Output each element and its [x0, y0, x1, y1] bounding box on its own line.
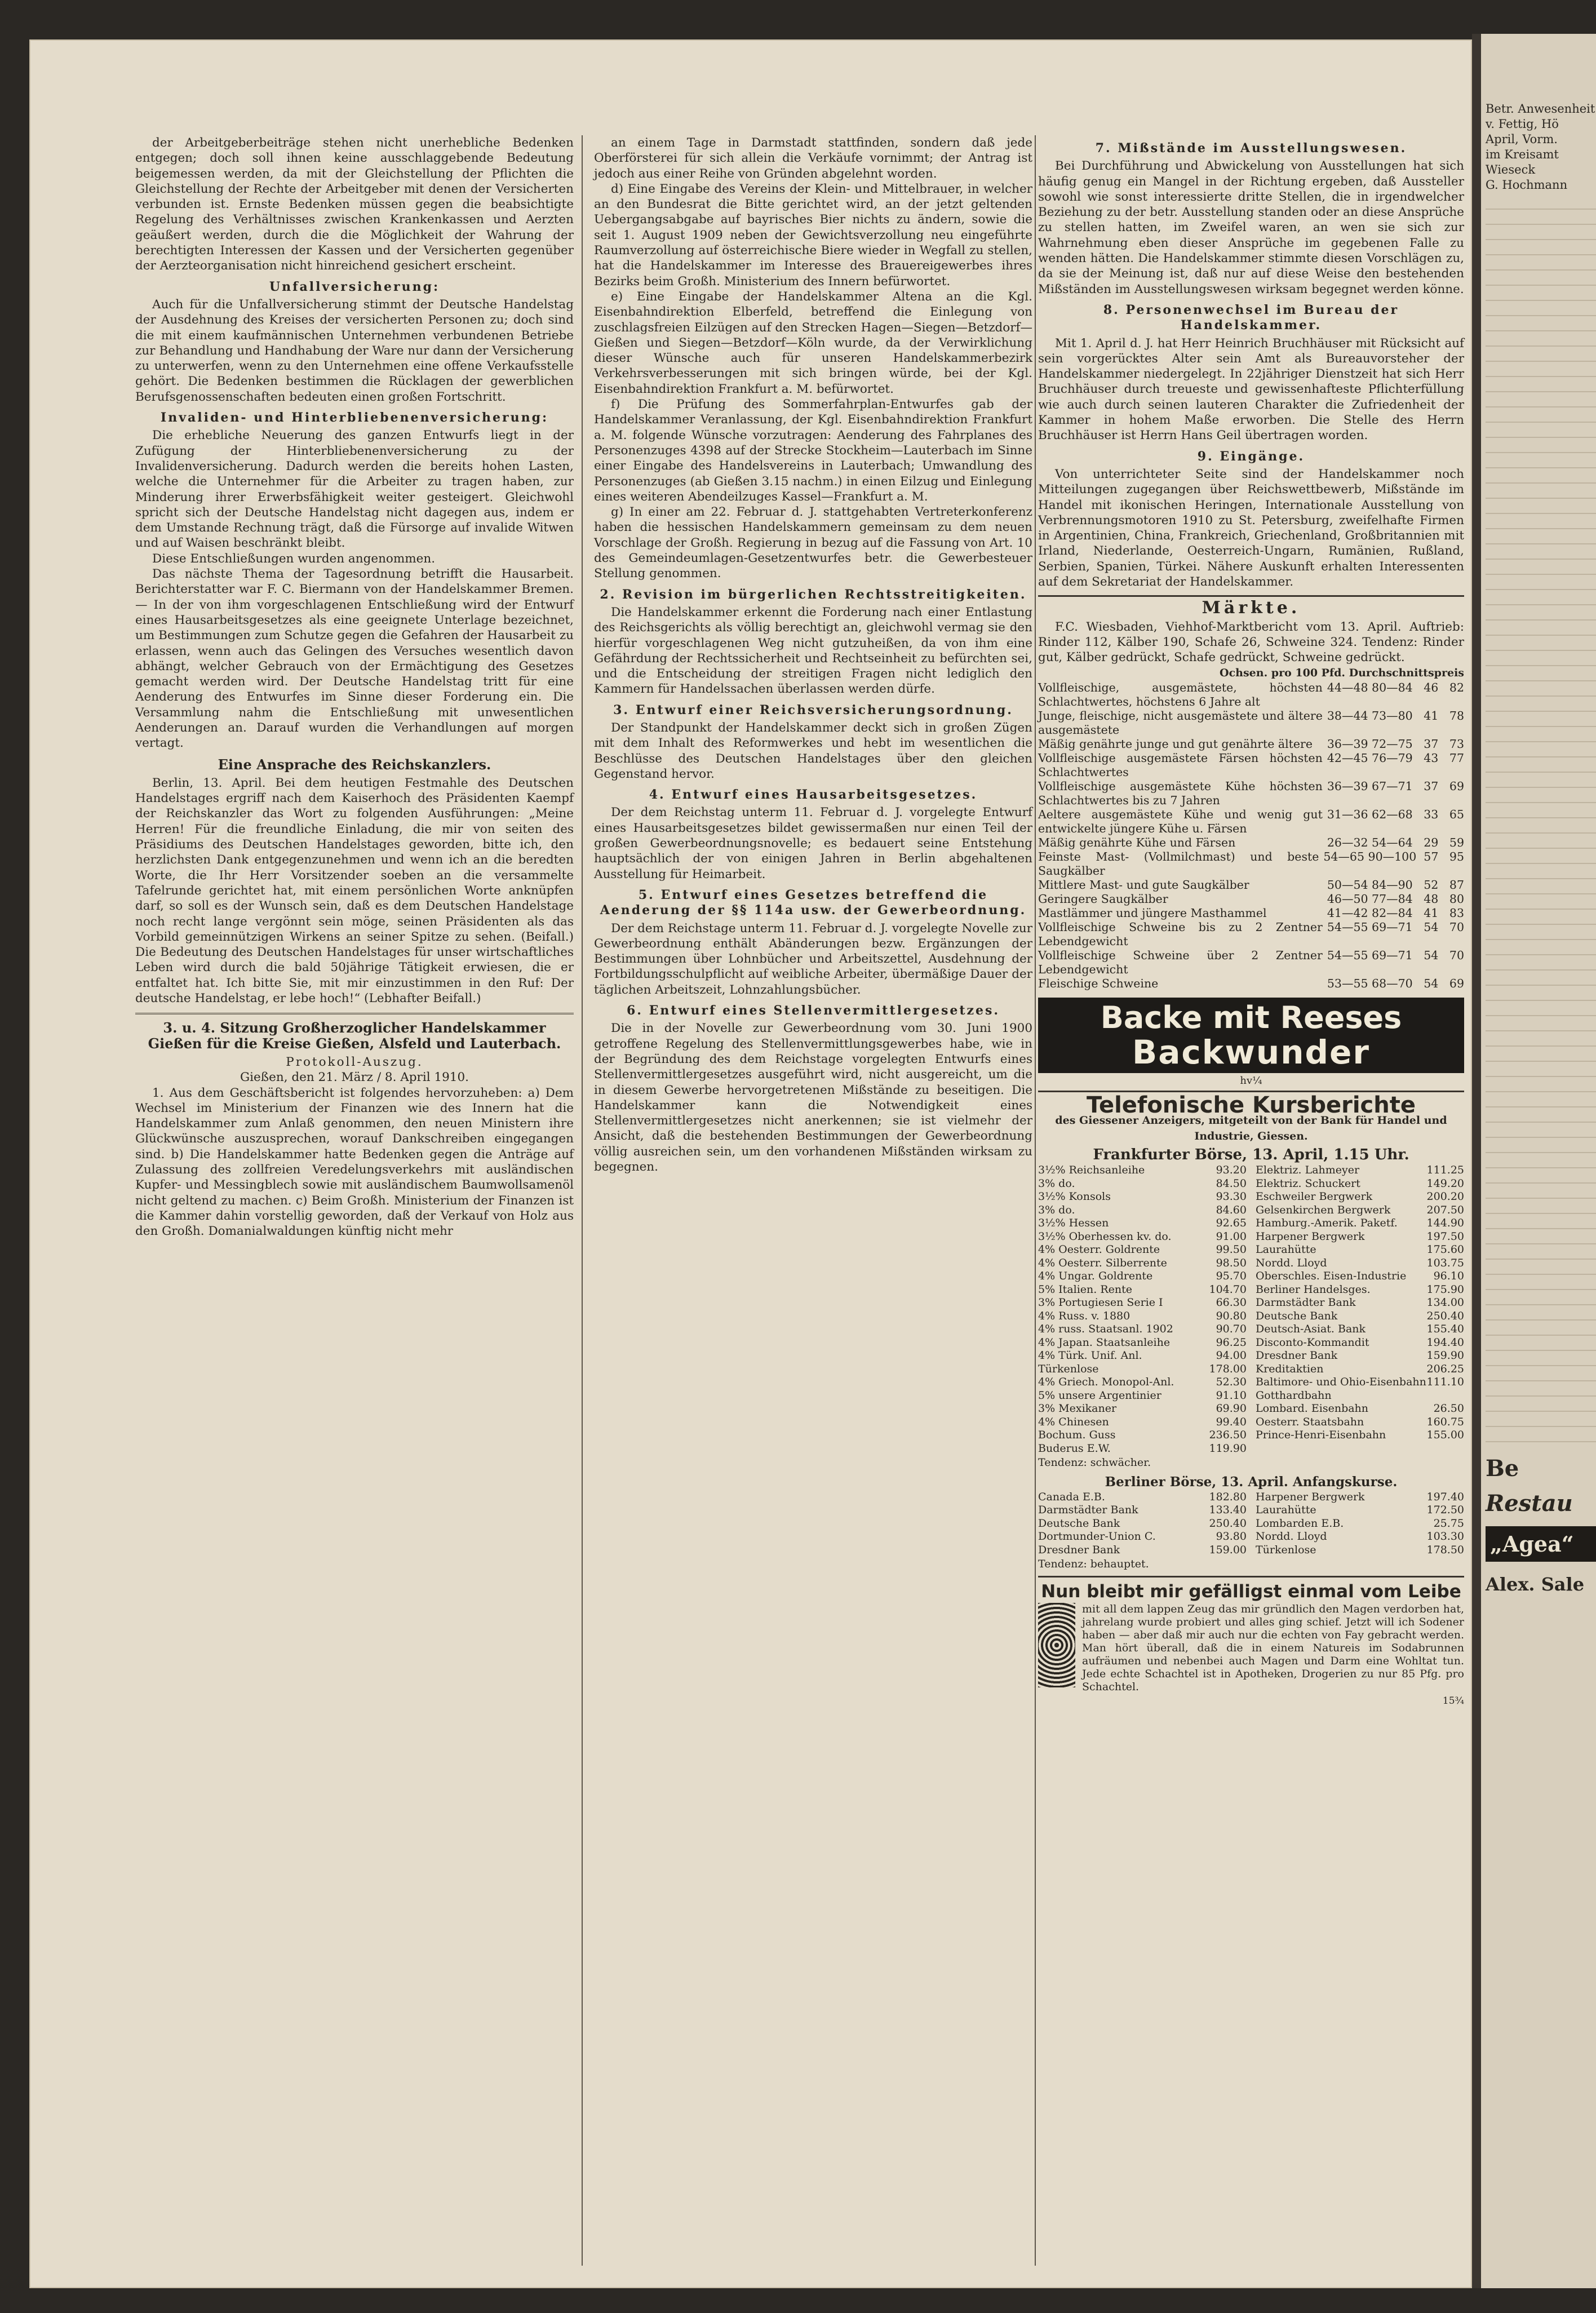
item-d: d) Eine Eingabe des Vereins der Klein- und Mittelbrauer, in welcher an den Bundesrat die Bitte gerichtet wird, an der jetzt geltenden Uebergangsabgabe auf bayrisches Bier nichts zu ändern, sowie die seit 1. August 1909 neben der Gewichtsverzollung neu eingeführte Raumverzollung auf österreichische Biere wieder in Wegfall zu stellen, hat die Handelskammer im Interesse des Brauereigewerbes ihres Bezirks beim Großh. Ministerium des Innern befürwortet. [594, 181, 1032, 289]
quotes-right [1256, 1164, 1464, 1455]
quote-value: 119.90 [1209, 1442, 1247, 1455]
page-fold [1472, 34, 1481, 2288]
market-row [1038, 709, 1464, 737]
market-label: Mittlere Mast- und gute Saugkälber [1038, 878, 1249, 892]
left-column [135, 135, 574, 1239]
quote-value: 236.50 [1209, 1429, 1247, 1442]
middle-intro: an einem Tage in Darmstadt stattfinden, sondern daß jede Oberförsterei für sich allein die Verkäufe vornimmt; der Antrag ist jedoch aus einer Reihe von Gründen abgelehnt worden. [594, 136, 1032, 181]
quote-row [1256, 1491, 1464, 1504]
market-value: 53—55 68—70 54 69 [1327, 976, 1464, 990]
right-column [1038, 135, 1464, 1709]
quote-row [1038, 1310, 1247, 1323]
quote-value: 52.30 [1216, 1376, 1247, 1389]
entwurf6-heading: 6. Entwurf eines Stellenvermittlergesetzes. [626, 1003, 1000, 1018]
column-rule [582, 135, 583, 2266]
kurs-title: Telefonische Kursberichte [1086, 1092, 1416, 1119]
item-f: f) Die Prüfung des Sommerfahrplan-Entwurfes gab der Handelskammer Veranlassung, der Kgl. Eisenbahndirektion Frankfurt a. M. folgende Wünsche vorzutragen: Aenderung des Fahrplanes des Personenzuges 4398 auf der Strecke Stockheim—Lauterbach im Sinne einer Eingabe des Handelsvereins in Lauterbach; Umwandlung des Personenzuges (ab Gießen 3.15 nachm.) in einen Eilzug und Einlegung eines weiteren Abendeilzuges Kassel—Frankfurt a. M. [594, 397, 1032, 504]
reese-ad-mark: hv¼ [1240, 1074, 1262, 1087]
quote-name: Harpener Bergwerk [1256, 1490, 1365, 1503]
invaliden-heading: Invaliden- und Hinterbliebenenversicherung: [160, 410, 549, 426]
eingaenge-heading: 9. Eingänge. [1197, 449, 1305, 464]
quote-row [1038, 1416, 1247, 1429]
quote-value: 197.50 [1426, 1230, 1464, 1243]
quote-name: Harpener Bergwerk [1256, 1230, 1365, 1243]
market-value: 41—42 82—84 41 83 [1327, 906, 1464, 920]
quote-name: 3½% Hessen [1038, 1217, 1109, 1230]
market-value: 54—65 90—100 57 95 [1323, 849, 1464, 863]
quote-name: 4% Türk. Unif. Anl. [1038, 1349, 1142, 1362]
market-label: Junge, fleischige, nicht ausgemästete und ältere ausgemästete [1038, 708, 1323, 737]
leibe-ad-mark: 15¾ [1442, 1695, 1464, 1707]
quote-value: 90.80 [1216, 1309, 1247, 1322]
quote-value: 159.90 [1426, 1349, 1464, 1362]
market-value: 31—36 62—68 33 65 [1327, 807, 1464, 821]
kurs-subtitle: des Giessener Anzeigers, mitgeteilt von der Bank für Handel und Industrie, Giessen. [1055, 1114, 1447, 1142]
quote-value: 69.90 [1216, 1402, 1247, 1415]
quote-row [1038, 1491, 1247, 1504]
quote-name: 3½% Reichsanleihe [1038, 1164, 1145, 1177]
market-value: 26—32 54—64 29 59 [1327, 835, 1464, 849]
quote-value: 95.70 [1216, 1270, 1247, 1283]
quotes-left [1038, 1164, 1247, 1455]
quote-value: 206.25 [1426, 1362, 1464, 1375]
market-label: Aeltere ausgemästete Kühe und wenig gut entwickelte jüngere Kühe u. Färsen [1038, 807, 1323, 835]
quote-row [1038, 1283, 1247, 1297]
quote-value: 250.40 [1209, 1517, 1247, 1530]
quote-name: 4% Japan. Staatsanleihe [1038, 1336, 1171, 1349]
quote-row [1256, 1190, 1464, 1204]
quote-name: Canada E.B. [1038, 1490, 1105, 1503]
quote-name: Kreditaktien [1256, 1362, 1324, 1375]
berlin-left [1038, 1491, 1247, 1557]
markets-intro: F.C. Wiesbaden, Viehhof-Marktbericht vom 13. April. Auftrieb: Rinder 112, Kälber 190, Schafe 26, Schweine 324. Tendenz: Rinder gut, Kälber gedrückt, Schafe gedrückt, Schweine gedrückt. [1038, 619, 1464, 665]
quote-row [1038, 1336, 1247, 1350]
adjacent-page [1472, 34, 1596, 2288]
quote-name: Disconto-Kommandit [1256, 1336, 1369, 1349]
leibe-ad-text: mit all dem lappen Zeug das mir gründlich den Magen verdorben hat, jahrelang wurde probiert und alles ging schief. Jetzt will ich Sodener haben — aber daß mir auch nur die echten von Fay gebracht werden. Man hört überall, daß die in einem Natureis im Sodabrunnen aufräumen und nebenbei auch Magen und Darm eine Wohltat tun. Jede echte Schachtel ist in Apotheken, Drogerien zu nur 85 Pfg. pro Schachtel. [1082, 1602, 1464, 1693]
tendenz-berlin: Tendenz: behauptet. [1038, 1558, 1149, 1571]
quote-row [1256, 1530, 1464, 1544]
quote-name: Baltimore- und Ohio-Eisenbahn [1256, 1376, 1426, 1389]
market-label: Feinste Mast- (Vollmilchmast) und beste Saugkälber [1038, 849, 1319, 878]
quote-row [1256, 1283, 1464, 1297]
berlin-right [1256, 1491, 1464, 1557]
quote-name: Oesterr. Staatsbahn [1256, 1415, 1364, 1428]
quote-row [1038, 1504, 1247, 1517]
quote-row [1038, 1190, 1247, 1204]
quote-row [1256, 1204, 1464, 1217]
left-intro: der Arbeitgeberbeiträge stehen nicht unerhebliche Bedenken entgegen; doch soll ihnen keine ausschlaggebende Bedeutung beigemessen werden, da mit der Gleichstellung der Pflichten die Gleichstellung der Rechte der Arbeitgeber mit denen der Versicherten verbunden ist. Ernste Bedenken müssen gegen die beabsichtigte Regelung des Verhältnisses zwischen Krankenkassen und Aerzten geäußert werden, durch die die Möglichkeit der Wahrung der berechtigten Interessen der Kassen und der Versicherten gegenüber der Aerzteorganisation nicht hinreichend gesichert erscheint. [135, 136, 574, 273]
market-value: 36—39 67—71 37 69 [1327, 779, 1464, 793]
quote-row [1038, 1544, 1247, 1557]
quote-row [1256, 1310, 1464, 1323]
adjacent-line: Betr. Anwesenheit [1486, 102, 1595, 116]
quote-name: Deutsche Bank [1038, 1517, 1120, 1530]
quote-row [1038, 1442, 1247, 1456]
entwurf5-heading: 5. Entwurf eines Gesetzes betreffend die Aenderung der §§ 114a usw. der Gewerbeordnung. [600, 887, 1027, 918]
quote-row [1038, 1323, 1247, 1336]
quote-name: 4% Oesterr. Goldrente [1038, 1243, 1160, 1256]
quote-value: 160.75 [1426, 1415, 1464, 1428]
quote-value: 155.00 [1426, 1429, 1464, 1442]
quote-name: Gotthardbahn [1256, 1389, 1332, 1402]
market-row [1038, 892, 1464, 906]
quote-row [1038, 1164, 1247, 1177]
markets-title: Märkte. [1202, 598, 1301, 618]
quote-row [1256, 1517, 1464, 1531]
quote-value: 92.65 [1216, 1217, 1247, 1230]
quote-name: Berliner Handelsges. [1256, 1283, 1371, 1296]
berlin-quotes [1038, 1491, 1464, 1557]
quote-name: Oberschles. Eisen-Industrie [1256, 1270, 1407, 1283]
adjacent-line: v. Fettig, Hö [1486, 117, 1559, 131]
market-value: 42—45 76—79 43 77 [1327, 751, 1464, 765]
markets-divider [1038, 595, 1464, 597]
quote-row [1256, 1376, 1464, 1389]
quote-row [1256, 1349, 1464, 1363]
quote-name: 3% do. [1038, 1177, 1075, 1190]
leibe-ad-title: Nun bleibt mir gefälligst einmal vom Leibe [1041, 1581, 1461, 1602]
quote-name: 3½% Oberhessen kv. do. [1038, 1230, 1172, 1243]
revision-heading: 2. Revision im bürgerlichen Rechtsstreitigkeiten. [600, 587, 1027, 602]
kanzler-text: Berlin, 13. April. Bei dem heutigen Festmahle des Deutschen Handelstages ergriff nach dem Kaiserhoch des Präsidenten Kaempf der Reichskanzler das Wort zu folgenden Ausführungen: „Meine Herren! Für die freundliche Einladung, die mir von seiten des Präsidiums des Deutschen Handelstages geworden, bitte ich, den herzlichsten Dank entgegenzunehmen und wenn ich an die beredten Worte, die Ihr Herr Vorsitzender soeben an die versammelte Tafelrunde gerichtet hat, mit einem persönlichen Worte anknüpfen darf, so soll es der Wunsch sein, daß es dem Deutschen Handelstage noch recht lange vergönnt sein möge, seinen Präsidenten als das Vorbild gemeinnützigen Wirkens an seiner Spitze zu sehen. (Beifall.) Die Bedeutung des Deutschen Handelstages für unser wirtschaftliches Leben wird durch die bald 50jährige Tätigkeit erwiesen, die er entfaltet hat. Ich bitte Sie, mit mir einzustimmen in den Ruf: Der deutsche Handelstag, er lebe hoch!“ (Lebhafter Beifall.) [135, 776, 574, 1006]
quote-row [1256, 1177, 1464, 1191]
invaliden-text: Die erhebliche Neuerung des ganzen Entwurfs liegt in der Zufügung der Hinterbliebenenversicherung zu der Invalidenversicherung. Dadurch werden die bereits hohen Lasten, welche die Unternehmer für die Arbeiter zu tragen haben, zur Minderung ihrer Erwerbsfähigkeit weiter gesteigert. Gleichwohl spricht sich der Deutsche Handelstag nicht dagegen aus, indem er dem Umstande Rechnung trägt, daß die Fürsorge auf invalide Witwen und auf Waisen beschränkt bleibt. [135, 428, 574, 551]
quote-name: 4% Russ. v. 1880 [1038, 1309, 1130, 1322]
missstaende-text: Bei Durchführung und Abwickelung von Ausstellungen hat sich häufig genug ein Mangel in der Richtung ergeben, daß Aussteller sowohl wie sonst interessierte dritte Stellen, die in irgendwelcher Beziehung zu der betr. Ausstellung standen oder an diese Ansprüche zu stellen hatten, im Zweifel waren, an wen sie sich zur Wahrnehmung eben dieser Ansprüche im gegebenen Falle zu wenden hätten. Die Handelskammer stimmte diesen Vorschlägen zu, da sie der Meinung ist, daß nur auf diese Weise den bestehenden Mißständen im Ausstellungswesen wirksam begegnet werden könne. [1038, 159, 1464, 296]
market-label: Vollfleischige ausgemästete Kühe höchsten Schlachtwertes bis zu 7 Jahren [1038, 779, 1323, 807]
reese-ad [1038, 998, 1464, 1073]
sitzung-date: Gießen, den 21. März / 8. April 1910. [240, 1070, 469, 1085]
market-label: Geringere Saugkälber [1038, 892, 1168, 906]
adjacent-line: im Kreisamt [1486, 148, 1559, 161]
quote-value: 104.70 [1209, 1283, 1247, 1296]
quote-name: Hamburg.-Amerik. Paketf. [1256, 1217, 1398, 1230]
market-label: Mäßig genährte junge und gut genährte ältere [1038, 737, 1313, 751]
leibe-divider [1038, 1576, 1464, 1578]
quote-row [1038, 1204, 1247, 1217]
quote-row [1038, 1243, 1247, 1257]
quote-row [1256, 1257, 1464, 1270]
quote-name: 4% Chinesen [1038, 1415, 1109, 1428]
quote-value: 84.50 [1216, 1177, 1247, 1190]
quote-value: 175.60 [1426, 1243, 1464, 1256]
quote-row [1256, 1164, 1464, 1177]
quote-row [1038, 1217, 1247, 1230]
entwurf5-text: Der dem Reichstage unterm 11. Februar d. J. vorgelegte Novelle zur Gewerbeordnung enthält Abänderungen bezw. Ergänzungen der Bestimmungen über Lohnbücher und Arbeitszettel, Ausdehnung der Fortbildungsschulpflicht auf weibliche Arbeiter, übermäßige Dauer der täglichen Arbeitszeit, Lohnzahlungsbücher. [594, 921, 1032, 997]
quote-value: 250.40 [1426, 1309, 1464, 1322]
market-value: 38—44 73—80 41 78 [1327, 708, 1464, 723]
quote-name: 3½% Konsols [1038, 1190, 1111, 1203]
quote-name: 3% Mexikaner [1038, 1402, 1117, 1415]
adjacent-heading: Be [1486, 1455, 1519, 1482]
quote-value: 93.30 [1216, 1190, 1247, 1203]
item-e: e) Eine Eingabe der Handelskammer Altena an die Kgl. Eisenbahndirektion Elberfeld, betreffend die Einlegung von zuschlagsfreien Eilzügen auf den Strecken Hagen—Siegen—Betzdorf—Gießen und Siegen—Betzdorf—Köln wurde, da der Verwirklichung dieser Wünsche auch für unseren Handelskammerbezirk Verkehrsverbesserungen mit sich bringen würde, bei der Kgl. Eisenbahndirektion Frankfurt a. M. befürwortet. [594, 289, 1032, 396]
item-g: g) In einer am 22. Februar d. J. stattgehabten Vertreterkonferenz haben die hessischen Handelskammern gemeinsam zu dem neuen Vorschlage der Großh. Regierung in bezug auf die Fassung von Art. 10 des Gemeindeumlagen-Gesetzentwurfes betr. die Gewerbesteuer Stellung genommen. [594, 505, 1032, 581]
market-label: Fleischige Schweine [1038, 976, 1159, 990]
quote-name: Laurahütte [1256, 1504, 1316, 1517]
quote-value: 98.50 [1216, 1256, 1247, 1269]
market-label: Mastlämmer und jüngere Masthammel [1038, 906, 1267, 920]
market-label: Vollfleischige Schweine bis zu 2 Zentner Lebendgewicht [1038, 920, 1323, 948]
market-value: 54—55 69—71 54 70 [1327, 948, 1464, 962]
quote-name: 4% Ungar. Goldrente [1038, 1270, 1153, 1283]
quote-value: 133.40 [1209, 1504, 1247, 1517]
quote-row [1038, 1257, 1247, 1270]
quote-name: 4% russ. Staatsanl. 1902 [1038, 1323, 1173, 1336]
protokoll-label: Protokoll-Auszug. [286, 1054, 423, 1069]
market-row [1038, 920, 1464, 949]
quote-value: 111.10 [1426, 1376, 1464, 1389]
adjacent-line: Wieseck [1486, 163, 1536, 176]
quote-row [1256, 1429, 1464, 1442]
sitzung-heading: 3. u. 4. Sitzung Großherzoglicher Handelskammer Gießen für die Kreise Gießen, Alsfeld und Lauterbach. [148, 1020, 561, 1052]
adjacent-line: April, Vorm. [1486, 132, 1558, 146]
quote-row [1038, 1429, 1247, 1442]
quote-row [1038, 1530, 1247, 1544]
quote-value: 26.50 [1433, 1402, 1464, 1415]
quote-name: Elektriz. Schuckert [1256, 1177, 1360, 1190]
quote-row [1256, 1217, 1464, 1230]
quote-name: 5% unsere Argentinier [1038, 1389, 1161, 1402]
quote-row [1038, 1270, 1247, 1283]
quote-name: Dortmunder-Union C. [1038, 1530, 1156, 1543]
reese-ad-line2: Backwunder [1132, 1033, 1370, 1071]
spiral-ornament-icon [1038, 1603, 1075, 1687]
adjacent-line: G. Hochmann [1486, 178, 1568, 192]
quote-value: 99.50 [1216, 1243, 1247, 1256]
quote-row [1256, 1243, 1464, 1257]
market-row [1038, 906, 1464, 920]
quote-name: Elektriz. Lahmeyer [1256, 1164, 1360, 1177]
quote-name: Deutsche Bank [1256, 1309, 1338, 1322]
quote-row [1038, 1177, 1247, 1191]
entwurf3-heading: 3. Entwurf einer Reichsversicherungsordnung. [613, 702, 1013, 717]
quote-value: 93.20 [1216, 1164, 1247, 1177]
quote-name: 4% Griech. Monopol-Anl. [1038, 1376, 1174, 1389]
market-row [1038, 751, 1464, 779]
personen-heading: 8. Personenwechsel im Bureau der Handelskammer. [1103, 302, 1399, 333]
market-row [1038, 737, 1464, 751]
quote-value: 200.20 [1426, 1190, 1464, 1203]
quote-name: Türkenlose [1256, 1543, 1316, 1556]
market-row [1038, 779, 1464, 808]
quote-value: 144.90 [1426, 1217, 1464, 1230]
quote-value: 175.90 [1426, 1283, 1464, 1296]
quote-value: 155.40 [1426, 1323, 1464, 1336]
quote-name: Dresdner Bank [1038, 1543, 1120, 1556]
revision-text: Die Handelskammer erkennt die Forderung nach einer Entlastung des Reichsgerichts als völlig berechtigt an, gleichwohl vermag sie den hierfür vorgeschlagenen Weg nicht gutzuheißen, da von ihm eine Gefährdung der Rechtssicherheit und Rechtseinheit zu befürchten sei, und die Entscheidung der streitigen Fragen nicht lediglich den Kammern für Handelssachen überlassen werden dürfe. [594, 605, 1032, 697]
quote-name: Buderus E.W. [1038, 1442, 1111, 1455]
adjacent-heading: „Agea“ [1486, 1526, 1596, 1562]
kanzler-heading: Eine Ansprache des Reichskanzlers. [218, 756, 491, 773]
unfall-heading: Unfallversicherung: [269, 279, 440, 294]
quote-value: 178.00 [1209, 1362, 1247, 1375]
quote-row [1038, 1389, 1247, 1403]
quote-row [1256, 1323, 1464, 1336]
quote-name: Laurahütte [1256, 1243, 1316, 1256]
entwurf4-heading: 4. Entwurf eines Hausarbeitsgesetzes. [649, 787, 978, 803]
middle-column [594, 135, 1032, 1175]
market-value: 54—55 69—71 54 70 [1327, 920, 1464, 934]
quote-row [1038, 1376, 1247, 1389]
quote-row [1256, 1389, 1464, 1403]
quote-row [1256, 1336, 1464, 1350]
quote-name: Deutsch-Asiat. Bank [1256, 1323, 1366, 1336]
quote-value: 103.30 [1426, 1530, 1464, 1543]
quote-row [1256, 1230, 1464, 1244]
quote-value: 194.40 [1426, 1336, 1464, 1349]
quote-row [1038, 1517, 1247, 1531]
quote-row [1256, 1416, 1464, 1429]
quote-value: 182.80 [1209, 1490, 1247, 1503]
quote-row [1256, 1504, 1464, 1517]
quote-name: 5% Italien. Rente [1038, 1283, 1133, 1296]
quote-value: 111.25 [1426, 1164, 1464, 1177]
market-row [1038, 808, 1464, 836]
missstaende-heading: 7. Mißstände im Ausstellungswesen. [1095, 141, 1407, 156]
personen-text: Mit 1. April d. J. hat Herr Heinrich Bruchhäuser mit Rücksicht auf sein vorgerücktes Alter sein Amt als Bureauvorsteher der Handelskammer niedergelegt. In 22jähriger Dienstzeit hat sich Herr Bruchhäuser durch treueste und gewissenhafteste Pflichterfüllung wie auch durch seinen lauteren Charakter die Zufriedenheit der Kammer in hohem Maße erworben. Die Stelle des Herrn Bruchhäuser ist Herrn Hans Geil übertragen worden. [1038, 336, 1464, 443]
frankfurt-title: Frankfurter Börse, 13. April, 1.15 Uhr. [1093, 1146, 1409, 1163]
quote-value: 91.10 [1216, 1389, 1247, 1402]
quote-value: 207.50 [1426, 1203, 1464, 1216]
market-row [1038, 681, 1464, 709]
berlin-title: Berliner Börse, 13. April. Anfangskurse. [1105, 1474, 1398, 1490]
quote-row [1038, 1349, 1247, 1363]
newspaper-page [29, 39, 1472, 2288]
quote-row [1256, 1544, 1464, 1557]
quote-name: Gelsenkirchen Bergwerk [1256, 1203, 1391, 1216]
quote-name: Lombard. Eisenbahn [1256, 1402, 1369, 1415]
leibe-ad [1038, 1603, 1464, 1694]
market-label: Vollfleischige Schweine über 2 Zentner Lebendgewicht [1038, 948, 1323, 976]
quote-name: Darmstädter Bank [1256, 1296, 1356, 1309]
quote-value: 103.75 [1426, 1256, 1464, 1269]
market-row [1038, 836, 1464, 850]
market-value: 44—48 80—84 46 82 [1327, 680, 1464, 694]
quote-value: 91.00 [1216, 1230, 1247, 1243]
market-label: Mäßig genährte Kühe und Färsen [1038, 835, 1236, 849]
quote-name: Dresdner Bank [1256, 1349, 1338, 1362]
adjacent-heading: Alex. Sale [1486, 1574, 1585, 1595]
quote-value: 99.40 [1216, 1415, 1247, 1428]
market-table [1038, 681, 1464, 991]
quote-row [1256, 1402, 1464, 1416]
market-row [1038, 977, 1464, 991]
quote-value: 96.10 [1433, 1270, 1464, 1283]
quote-name: Bochum. Guss [1038, 1429, 1116, 1442]
eingaenge-text: Von unterrichteter Seite sind der Handelskammer noch Mitteilungen zugegangen über Reichswettbewerb, Mißstände im Handel mit ikonischen Heringen, Internationale Ausstellung von Verbrennungsmotoren 1910 zu St. Petersburg, zweifelhafte Firmen in Argentinien, China, Frankreich, Griechenland, Großbritannien mit Irland, Niederlande, Oesterreich-Ungarn, Rumänien, Rußland, Serbien, Spanien, Türkei. Nähere Auskunft erhalten Interessenten auf dem Sekretariat der Handelskammer. [1038, 467, 1464, 590]
quote-value: 197.40 [1426, 1490, 1464, 1503]
market-label: Vollfleischige ausgemästete Färsen höchsten Schlachtwertes [1038, 751, 1323, 779]
quote-value: 149.20 [1426, 1177, 1464, 1190]
quote-name: Eschweiler Bergwerk [1256, 1190, 1373, 1203]
section-divider [135, 1013, 574, 1014]
market-row [1038, 850, 1464, 878]
quote-value: 66.30 [1216, 1296, 1247, 1309]
quote-value: 25.75 [1433, 1517, 1464, 1530]
summary-text: Diese Entschließungen wurden angenommen. [152, 551, 436, 566]
entwurf4-text: Der dem Reichstag unterm 11. Februar d. J. vorgelegte Entwurf eines Hausarbeitsgesetzes bildet gewissermaßen nur einen Teil der großen Gewerbeordnungsnovelle; es bedauert seine Entstehung hauptsächlich der von einigen Jahren in Berlin abgehaltenen Ausstellung für Heimarbeit. [594, 805, 1032, 881]
quote-row [1038, 1230, 1247, 1244]
quote-name: Nordd. Lloyd [1256, 1256, 1327, 1269]
market-value: 50—54 84—90 52 87 [1327, 878, 1464, 892]
entwurf3-text: Der Standpunkt der Handelskammer deckt sich in großen Zügen mit dem Inhalt des Reformwerkes und hebt im wesentlichen die Beschlüsse des Deutschen Handelstages über den gleichen Gegenstand hervor. [594, 720, 1032, 781]
quote-name: 3% do. [1038, 1203, 1075, 1216]
frankfurt-quotes [1038, 1164, 1464, 1455]
quote-name: Darmstädter Bank [1038, 1504, 1138, 1517]
adjacent-text [1486, 101, 1596, 1606]
adjacent-heading: Restau [1486, 1490, 1573, 1517]
quote-value: 94.00 [1216, 1349, 1247, 1362]
entwurf6-text: Die in der Novelle zur Gewerbeordnung vom 30. Juni 1900 getroffene Regelung des Stellenvermittlungsgewerbes habe, wie in der Begründung des dem Reichstage vorgelegten Entwurfs eines Stellenvermittlergesetzes ausgeführt wird, nicht ausgereicht, um die in diesem Gewerbe hervorgetretenen Mißstände zu beseitigen. Die Handelskammer kann die Notwendigkeit eines Stellenvermittlergesetzes nicht anerkennen; sie ist vielmehr der Ansicht, daß die bestehenden Bestimmungen der Gewerbeordnung völlig ausreichen sein, um den vorhandenen Mißständen wirksam zu begegnen. [594, 1021, 1032, 1174]
reese-ad-line1: Backe mit Reeses [1100, 999, 1402, 1035]
quote-row [1256, 1363, 1464, 1376]
quote-value: 96.25 [1216, 1336, 1247, 1349]
quote-row [1038, 1363, 1247, 1376]
quote-name: 3% Portugiesen Serie I [1038, 1296, 1163, 1309]
quote-row [1256, 1296, 1464, 1310]
quote-row [1038, 1402, 1247, 1416]
quote-name: Nordd. Lloyd [1256, 1530, 1327, 1543]
market-value: 36—39 72—75 37 73 [1327, 737, 1464, 751]
market-label: Vollfleischige, ausgemästete, höchsten Schlachtwertes, höchstens 6 Jahre alt [1038, 680, 1323, 708]
market-row [1038, 949, 1464, 977]
quote-name: Prince-Henri-Eisenbahn [1256, 1429, 1386, 1442]
market-value: 46—50 77—84 48 80 [1327, 892, 1464, 906]
quote-value: 84.60 [1216, 1203, 1247, 1216]
quote-row [1038, 1296, 1247, 1310]
markets-header: Ochsen. pro 100 Pfd. Durchschnittspreis [1220, 666, 1464, 679]
tendenz-frankfurt: Tendenz: schwächer. [1038, 1456, 1151, 1469]
quote-row [1256, 1270, 1464, 1283]
quote-value: 159.00 [1209, 1543, 1247, 1556]
hausarbeit-text: Das nächste Thema der Tagesordnung betrifft die Hausarbeit. Berichterstatter war F. C. Biermann von der Handelskammer Bremen. — In der von ihm vorgeschlagenen Entschließung wird der Entwurf eines Hausarbeitsgesetzes als eine geeignete Unterlage bezeichnet, um Bestimmungen zum Schutze gegen die Gefahren der Hausarbeit zu erlassen, wenn auch das Gelingen des Versuches wesentlich davon abhängt, welcher Gebrauch von der Ermächtigung des Gesetzes gemacht werden wird. Der Deutsche Handelstag tritt für eine Aenderung des Entwurfes im Sinne dieser Forderung ein. Die Versammlung nahm die Entschließung mit unwesentlichen Aenderungen an. Darauf wurden die Verhandlungen auf morgen vertagt. [135, 567, 574, 751]
column-rule [1035, 135, 1036, 2266]
quote-name: Türkenlose [1038, 1362, 1099, 1375]
quote-name: Lombarden E.B. [1256, 1517, 1344, 1530]
quote-name: 4% Oesterr. Silberrente [1038, 1256, 1167, 1269]
adjacent-text-block [1486, 204, 1596, 1444]
sitzung-text: 1. Aus dem Geschäftsbericht ist folgendes hervorzuheben: a) Dem Wechsel im Ministerium der Finanzen wie des Innern hat die Handelskammer zum Anlaß genommen, den neuen Ministern ihre Glückwünsche auszusprechen, worauf Dankschreiben eingegangen sind. b) Die Handelskammer hatte Bedenken gegen die Anträge auf Zulassung des zollfreien Veredelungsverkehrs mit ausländischen Kupfer- und Messingblech sowie mit ausländischem Baumwollsamenöl nicht geltend zu machen. c) Beim Großh. Ministerium der Finanzen ist die Kammer dahin vorstellig geworden, daß der Verkauf von Holz aus den Großh. Domanialwaldungen künftig nicht mehr [135, 1085, 574, 1239]
quote-value: 134.00 [1426, 1296, 1464, 1309]
quote-value: 172.50 [1426, 1504, 1464, 1517]
quote-value: 93.80 [1216, 1530, 1247, 1543]
unfall-text: Auch für die Unfallversicherung stimmt der Deutsche Handelstag der Ausdehnung des Kreises der versicherten Personen zu; doch sind die mit einem kaufmännischen Unternehmen verbundenen Betriebe zur Behandlung und Handhabung der Ware nur dann der Versicherung zu unterwerfen, wenn zu den Unternehmen eine offene Verkaufsstelle gehört. Die Bedenken bestimmen die Rücklagen der gewerblichen Berufsgenossenschaften bedeuten einen großen Fortschritt. [135, 297, 574, 404]
quote-value: 178.50 [1426, 1543, 1464, 1556]
market-row [1038, 878, 1464, 892]
quote-value: 90.70 [1216, 1323, 1247, 1336]
